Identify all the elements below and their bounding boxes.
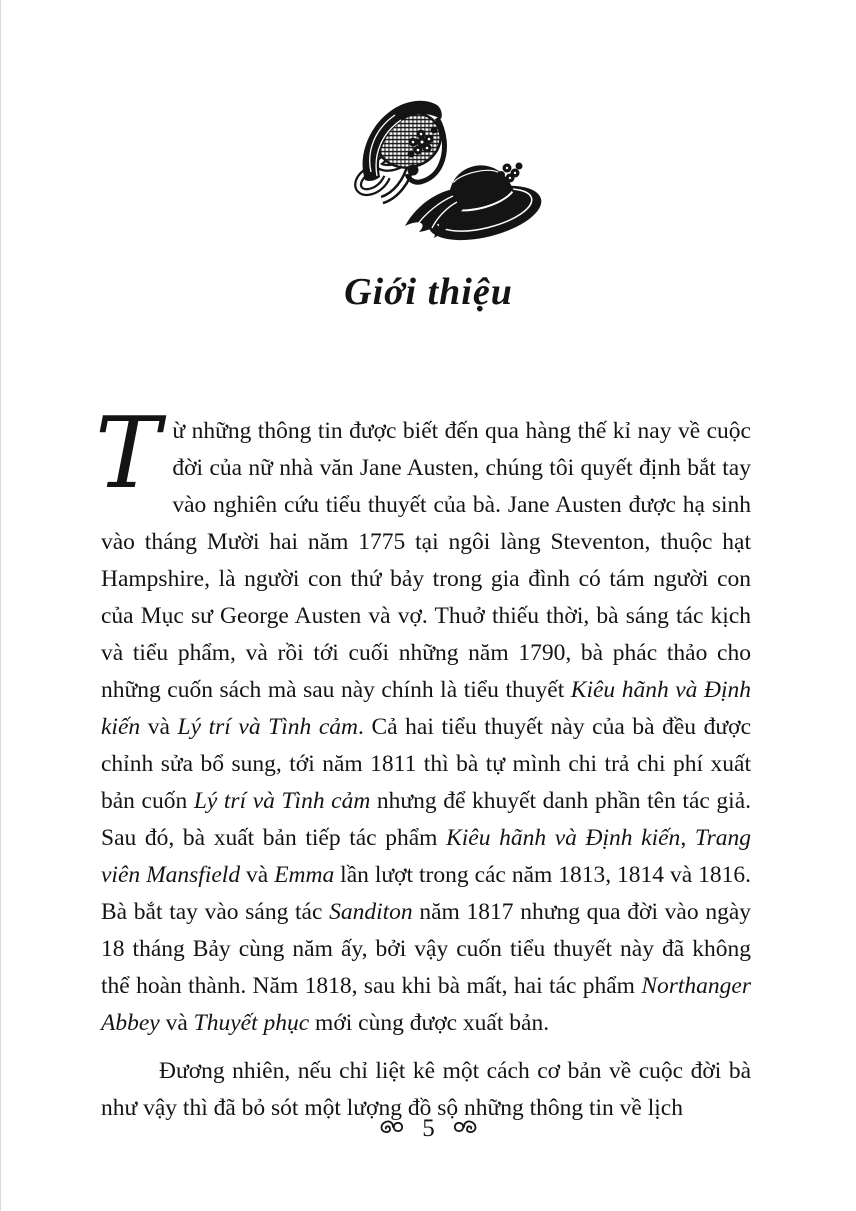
paragraph-2: Đương nhiên, nếu chỉ liệt kê một cách cơ bản về cuộc đời bà như vậy thì đã bỏ sót một lượng đồ sộ những thông tin về lịch [101,1058,751,1121]
paragraph-1-runs: ừ những thông tin được biết đến qua hàng thế kỉ nay về cuộc đời của nữ nhà văn Jane Austen, chúng tôi quyết định bắt tay vào nghiên cứu tiểu thuyết của bà. Jane Austen được hạ sinh vào tháng Mười hai năm 1775 tại ngôi làng Steventon, thuộc hạt Hampshire, là người con thứ bảy trong gia đình có tám người con của Mục sư George Austen và vợ. Thuở thiếu thời, bà sáng tác kịch và tiểu phẩm, và rồi tới cuối những năm 1790, bà phác thảo cho những cuốn sách mà sau này chính là tiểu thuyết Kiêu hãnh và Định kiến và Lý trí và Tình cảm. Cả hai tiểu thuyết này của bà đều được chỉnh sửa bổ sung, tới năm 1811 thì bà tự mình chi trả chi phí xuất bản cuốn Lý trí và Tình cảm nhưng để khuyết danh phần tên tác giả. Sau đó, bà xuất bản tiếp tác phẩm Kiêu hãnh và Định kiến, Trang viên Mansfield và Emma lần lượt trong các năm 1813, 1814 và 1816. Bà bắt tay vào sáng tác Sanditon năm 1817 nhưng qua đời vào ngày 18 tháng Bảy cùng năm ấy, bởi vậy cuốn tiểu thuyết này đã không thể hoàn thành. Năm 1818, sau khi bà mất, hai tác phẩm Northanger Abbey và Thuyết phục mới cùng được xuất bản. [101,418,752,1036]
drop-cap: T [95,397,161,511]
bonnets-illustration [349,98,549,263]
paragraph-1 [95,397,752,1042]
page-footer [1,1114,856,1143]
fleuron-left-icon [379,1119,405,1135]
body-text [95,397,752,1127]
chapter-title: Giới thiệu [344,271,513,313]
fleuron-right-icon [452,1119,478,1135]
page-number: 5 [422,1115,435,1143]
bonnet-knot [408,165,419,176]
